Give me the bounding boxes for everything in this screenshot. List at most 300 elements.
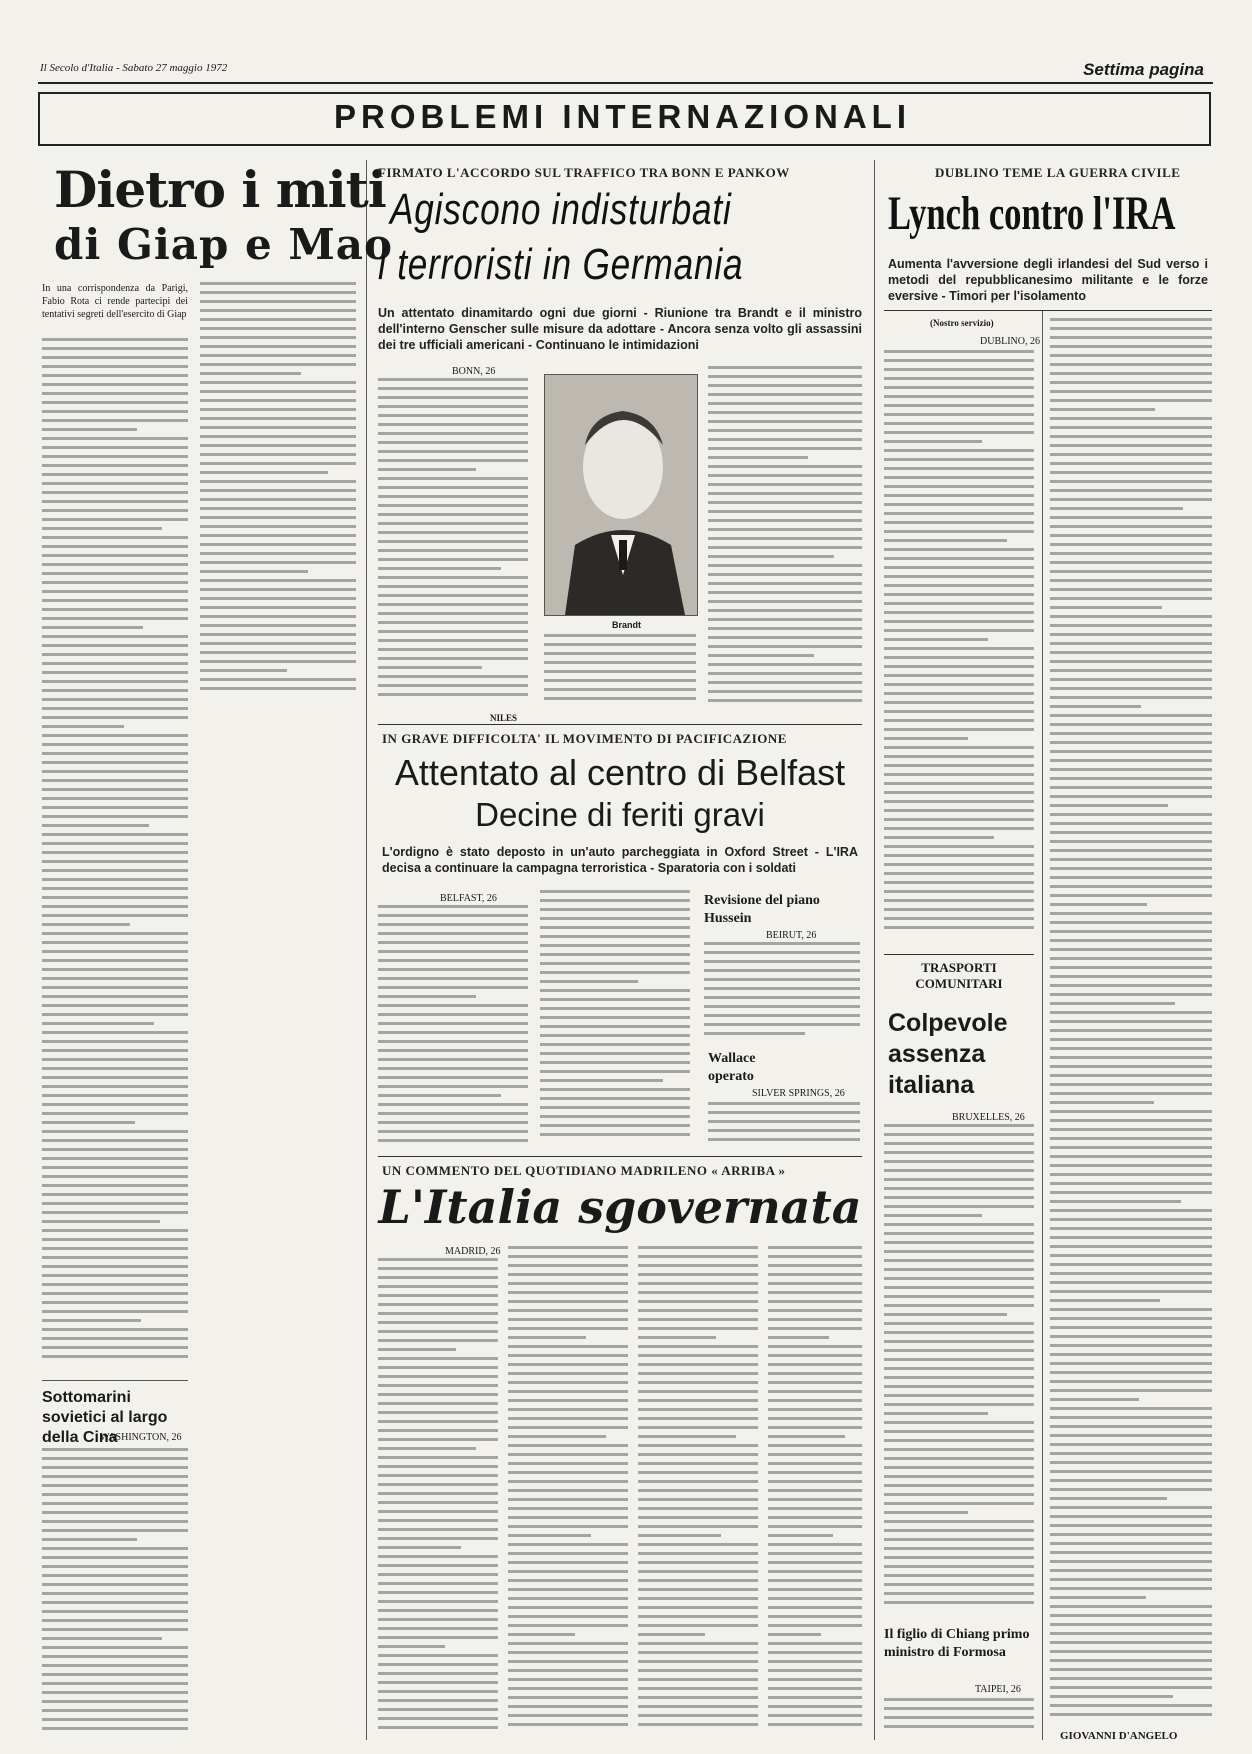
text-line (884, 1394, 1034, 1397)
text-line (884, 1511, 968, 1514)
text-line (1050, 1533, 1212, 1536)
text-line (508, 1525, 628, 1528)
text-line (708, 420, 862, 423)
chiang-title: Il figlio di Chiang primo ministro di Formosa (884, 1627, 1030, 1660)
text-line (378, 1348, 456, 1351)
text-line (1050, 930, 1212, 933)
text-line (1050, 1398, 1139, 1401)
text-line (42, 878, 188, 881)
trasporti-body (884, 1124, 1034, 1614)
text-line (200, 651, 356, 654)
text-line (1050, 1254, 1212, 1257)
text-line (200, 462, 356, 465)
text-line (884, 1295, 1034, 1298)
text-line (200, 624, 356, 627)
text-line (884, 1250, 1034, 1253)
text-line (200, 444, 356, 447)
text-line (638, 1588, 758, 1591)
text-line (42, 662, 188, 665)
text-line (42, 842, 188, 845)
text-line (1050, 327, 1212, 330)
text-line (1050, 894, 1212, 897)
text-line (378, 1492, 498, 1495)
text-line (1050, 1236, 1212, 1239)
text-line (42, 1628, 188, 1631)
text-line (508, 1462, 628, 1465)
text-line (884, 755, 1034, 758)
text-line (1050, 642, 1212, 645)
text-line (42, 716, 188, 719)
trasporti-kicker: TRASPORTI COMUNITARI (915, 960, 1003, 991)
text-line (1050, 1515, 1212, 1518)
text-line (42, 1502, 188, 1505)
text-line (508, 1363, 628, 1366)
text-line (378, 630, 528, 633)
text-line (508, 1381, 628, 1384)
text-line (704, 1032, 805, 1035)
text-line (378, 1645, 445, 1648)
text-line (378, 693, 528, 696)
text-line (884, 1178, 1034, 1181)
text-line (638, 1570, 758, 1573)
text-line (884, 773, 1034, 776)
text-line (42, 1511, 188, 1514)
ira-body-col2 (1050, 318, 1212, 1723)
text-line (378, 1474, 498, 1477)
text-line (508, 1696, 628, 1699)
text-line (378, 486, 528, 489)
text-line (1050, 984, 1212, 987)
text-line (200, 363, 356, 366)
text-line (638, 1606, 758, 1609)
text-line (1050, 903, 1147, 906)
text-line (638, 1534, 721, 1537)
text-line (42, 1538, 137, 1541)
text-line (540, 1034, 690, 1037)
text-line (1050, 1326, 1212, 1329)
text-line (42, 833, 188, 836)
text-line (200, 372, 301, 375)
text-line (378, 423, 528, 426)
text-line (638, 1336, 716, 1339)
text-line (1050, 1623, 1212, 1626)
text-line (638, 1273, 758, 1276)
text-line (508, 1390, 628, 1393)
text-line (42, 599, 188, 602)
text-line (42, 1319, 141, 1322)
text-line (884, 1142, 1034, 1145)
text-line (540, 953, 690, 956)
text-line (378, 405, 528, 408)
text-line (638, 1498, 758, 1501)
text-line (768, 1426, 862, 1429)
text-line (42, 887, 188, 890)
text-line (378, 1591, 498, 1594)
text-line (1050, 606, 1162, 609)
text-line (884, 1322, 1034, 1325)
text-line (884, 890, 1034, 893)
text-line (378, 576, 528, 579)
text-line (884, 1574, 1034, 1577)
text-line (378, 648, 528, 651)
text-line (1050, 1614, 1212, 1617)
trasporti-dateline: BRUXELLES, 26 (952, 1112, 1025, 1123)
text-line (1050, 1317, 1212, 1320)
text-line (540, 944, 690, 947)
text-line (42, 554, 188, 557)
text-line (884, 1698, 1034, 1701)
text-line (884, 503, 1034, 506)
text-line (884, 1385, 1034, 1388)
text-line (768, 1660, 862, 1663)
text-line (884, 629, 1034, 632)
text-line (508, 1327, 628, 1330)
text-line (378, 1013, 528, 1016)
text-line (1050, 1146, 1212, 1149)
text-line (1050, 723, 1212, 726)
text-line (378, 1094, 501, 1097)
text-line (1050, 1605, 1212, 1608)
byline-bottom: GIOVANNI D'ANGELO (1060, 1730, 1178, 1742)
text-line (768, 1291, 862, 1294)
text-line (638, 1255, 758, 1258)
wallace-body (708, 1102, 860, 1150)
text-line (540, 989, 690, 992)
text-line (42, 1346, 188, 1349)
text-line (884, 431, 1034, 434)
text-line (508, 1246, 628, 1249)
text-line (884, 854, 1034, 857)
text-line (42, 1058, 188, 1061)
text-line (378, 1501, 498, 1504)
text-line (508, 1300, 628, 1303)
text-line (1050, 975, 1212, 978)
text-line (42, 1691, 188, 1694)
text-line (884, 1313, 1007, 1316)
text-line (378, 1582, 498, 1585)
text-line (768, 1525, 862, 1528)
text-line (638, 1399, 758, 1402)
text-line (638, 1516, 758, 1519)
text-line (42, 1193, 188, 1196)
text-line (768, 1471, 862, 1474)
text-line (200, 435, 356, 438)
text-line (768, 1543, 862, 1546)
text-line (378, 1564, 498, 1567)
text-line (42, 626, 143, 629)
text-line (378, 1103, 528, 1106)
text-line (638, 1552, 758, 1555)
bonn-headline-1: Agiscono indisturbati (390, 185, 732, 234)
text-line (1050, 1659, 1212, 1662)
text-line (768, 1327, 862, 1330)
text-line (884, 1367, 1034, 1370)
text-line (1050, 678, 1212, 681)
text-line (508, 1453, 628, 1456)
text-line (508, 1273, 628, 1276)
text-line (200, 687, 356, 690)
text-line (768, 1489, 862, 1492)
text-line (200, 327, 356, 330)
text-line (708, 474, 862, 477)
text-line (42, 500, 188, 503)
text-line (884, 1430, 1034, 1433)
text-line (704, 978, 860, 981)
text-line (884, 1277, 1034, 1280)
text-line (638, 1417, 758, 1420)
text-line (704, 969, 860, 972)
belfast-subhead: L'ordigno è stato deposto in un'auto parcheggiata in Oxford Street - L'IRA decisa a continuare la campagna terroristica - Sparatoria con i soldati (382, 845, 858, 875)
text-line (768, 1516, 862, 1519)
text-line (708, 564, 862, 567)
text-line (200, 345, 356, 348)
text-line (1050, 1290, 1212, 1293)
text-line (768, 1687, 862, 1690)
text-line (378, 905, 528, 908)
text-line (1050, 1452, 1212, 1455)
text-line (378, 1031, 528, 1034)
text-line (884, 1286, 1034, 1289)
text-line (1050, 813, 1212, 816)
text-line (42, 1103, 188, 1106)
text-line (708, 456, 808, 459)
masthead-left: Il Secolo d'Italia - Sabato 27 maggio 1972 (40, 62, 228, 74)
text-line (1050, 1506, 1212, 1509)
text-line (1050, 1308, 1212, 1311)
text-line (42, 455, 188, 458)
text-line (638, 1408, 758, 1411)
text-line (378, 1121, 528, 1124)
text-line (1050, 1191, 1212, 1194)
text-line (544, 688, 696, 691)
text-line (1050, 633, 1212, 636)
text-line (708, 645, 862, 648)
text-line (768, 1453, 862, 1456)
text-line (768, 1399, 862, 1402)
text-line (1050, 912, 1212, 915)
text-line (1050, 1371, 1212, 1374)
text-line (378, 1330, 498, 1333)
text-line (508, 1543, 628, 1546)
text-line (1050, 1380, 1212, 1383)
text-line (884, 1304, 1034, 1307)
text-line (378, 684, 528, 687)
text-line (508, 1534, 591, 1537)
text-line (1050, 588, 1212, 591)
text-line (378, 1636, 498, 1639)
text-line (378, 1483, 498, 1486)
text-line (884, 350, 1034, 353)
text-line (540, 1061, 690, 1064)
text-line (200, 498, 356, 501)
bonn-dateline: BONN, 26 (452, 366, 496, 377)
text-line (200, 453, 356, 456)
text-line (42, 1004, 188, 1007)
text-line (1050, 1110, 1212, 1113)
text-line (540, 1097, 690, 1100)
text-line (708, 582, 862, 585)
text-line (1050, 1713, 1212, 1716)
text-line (200, 471, 328, 474)
text-line (638, 1291, 758, 1294)
masthead-rule (38, 82, 1213, 84)
text-line (884, 1556, 1034, 1559)
bonn-subhead: Un attentato dinamitardo ogni due giorni - Riunione tra Brandt e il ministro dell'interno Genscher sulle misure da adottare - Ancora senza volto gli assassini dei tre ufficiali americani - Continuano le intimidazioni (378, 306, 862, 352)
text-line (42, 1583, 188, 1586)
text-line (884, 1547, 1034, 1550)
text-line (508, 1723, 628, 1726)
text-line (42, 617, 188, 620)
text-line (884, 539, 1007, 542)
text-line (508, 1615, 628, 1618)
text-line (1050, 1182, 1212, 1185)
text-line (42, 1031, 188, 1034)
text-line (708, 483, 862, 486)
text-line (378, 1285, 498, 1288)
text-line (508, 1498, 628, 1501)
text-line (200, 309, 356, 312)
text-line (378, 1672, 498, 1675)
text-line (1050, 1011, 1212, 1014)
text-line (42, 374, 188, 377)
text-line (378, 477, 528, 480)
text-line (200, 354, 356, 357)
text-line (42, 689, 188, 692)
text-line (378, 1546, 461, 1549)
text-line (1050, 1416, 1212, 1419)
text-line (42, 914, 188, 917)
text-line (42, 1610, 188, 1613)
text-line (768, 1282, 862, 1285)
text-line (378, 1258, 498, 1261)
text-line (540, 917, 690, 920)
text-line (378, 1267, 498, 1270)
ira-headline: Lynch contro l'IRA (888, 187, 1176, 240)
trasporti-rule (884, 954, 1034, 955)
text-line (508, 1435, 606, 1438)
text-line (42, 1112, 188, 1115)
text-line (378, 387, 528, 390)
text-line (708, 555, 834, 558)
text-line (704, 942, 860, 945)
text-line (884, 863, 1034, 866)
text-line (378, 666, 482, 669)
text-line (1050, 1560, 1212, 1563)
text-line (708, 528, 862, 531)
text-line (378, 1447, 476, 1450)
text-line (708, 519, 862, 522)
text-line (884, 737, 968, 740)
text-line (508, 1345, 628, 1348)
text-line (378, 585, 528, 588)
text-line (884, 368, 1034, 371)
text-line (884, 872, 1034, 875)
text-line (884, 1448, 1034, 1451)
text-line (884, 818, 1034, 821)
spain-rule (378, 1156, 862, 1157)
brandt-portrait-icon (545, 375, 697, 615)
text-line (42, 671, 188, 674)
text-line (1050, 1155, 1212, 1158)
text-line (1050, 1641, 1212, 1644)
text-line (1050, 993, 1212, 996)
text-line (1050, 579, 1212, 582)
text-line (378, 1627, 498, 1630)
text-line (378, 950, 528, 953)
text-line (42, 590, 188, 593)
text-line (638, 1462, 758, 1465)
text-line (42, 1727, 188, 1730)
text-line (42, 1067, 188, 1070)
text-line (638, 1381, 758, 1384)
text-line (42, 725, 124, 728)
text-line (884, 1160, 1034, 1163)
text-line (768, 1507, 862, 1510)
text-line (1050, 444, 1212, 447)
text-line (378, 1067, 528, 1070)
text-line (42, 1202, 188, 1205)
text-line (1050, 1227, 1212, 1230)
spain-dateline: MADRID, 26 (445, 1246, 501, 1257)
text-line (508, 1669, 628, 1672)
text-line (540, 1115, 690, 1118)
text-line (378, 495, 528, 498)
text-line (42, 815, 188, 818)
text-line (42, 923, 130, 926)
text-line (1050, 1470, 1212, 1473)
text-line (1050, 498, 1212, 501)
text-line (378, 995, 476, 998)
text-line (42, 428, 137, 431)
text-line (884, 521, 1034, 524)
china-article-body (42, 1448, 188, 1738)
text-line (1050, 1479, 1212, 1482)
text-line (1050, 822, 1212, 825)
text-line (42, 1556, 188, 1559)
text-line (200, 318, 356, 321)
china-article-title: Sottomarini sovietici al largo della Cina (42, 1389, 168, 1446)
text-line (42, 1673, 188, 1676)
text-line (508, 1489, 628, 1492)
text-line (1050, 1335, 1212, 1338)
text-line (42, 1139, 188, 1142)
text-line (42, 1040, 188, 1043)
text-line (768, 1552, 862, 1555)
text-line (884, 1439, 1034, 1442)
text-line (884, 800, 1034, 803)
text-line (884, 674, 1034, 677)
text-line (708, 546, 862, 549)
text-line (378, 1555, 498, 1558)
china-rule (42, 1380, 188, 1381)
text-line (42, 491, 188, 494)
text-line (378, 1456, 498, 1459)
text-line (1050, 948, 1212, 951)
text-line (638, 1543, 758, 1546)
text-line (378, 396, 528, 399)
text-line (1050, 1128, 1212, 1131)
text-line (42, 851, 188, 854)
text-line (544, 661, 696, 664)
text-line (708, 375, 862, 378)
text-line (704, 1005, 860, 1008)
text-line (768, 1462, 862, 1465)
bonn-body-col3 (708, 366, 862, 710)
text-line (1050, 1488, 1212, 1491)
text-line (42, 1238, 188, 1241)
text-line (768, 1300, 862, 1303)
text-line (638, 1309, 758, 1312)
